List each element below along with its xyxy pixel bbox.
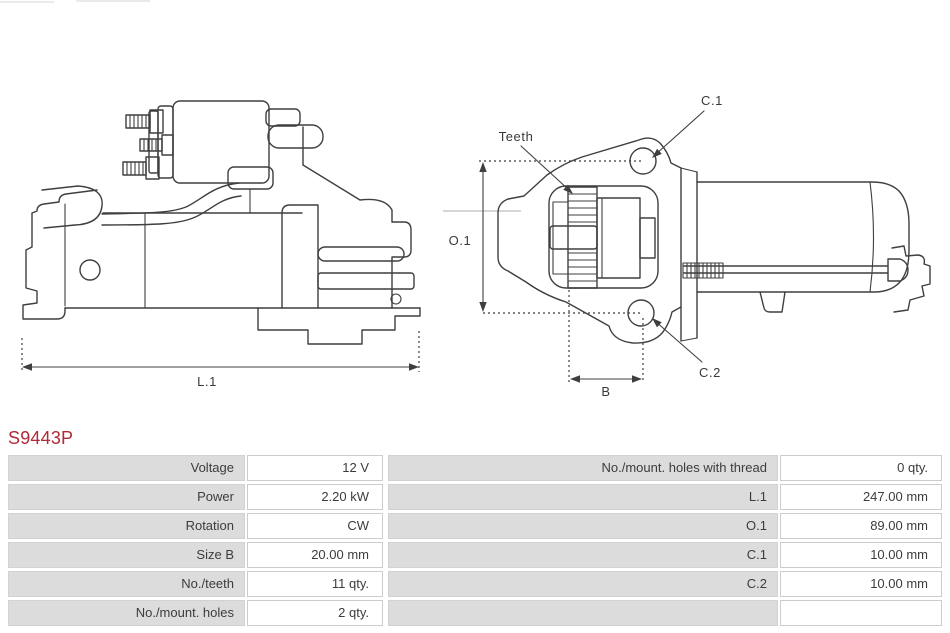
- spec-label-cell: Power: [8, 484, 245, 510]
- spec-row: [388, 600, 942, 626]
- callout-label-teeth: Teeth: [498, 129, 534, 144]
- spec-table-left: [8, 455, 383, 629]
- spec-row: [388, 513, 942, 539]
- spec-value-cell: 10.00 mm: [780, 542, 942, 568]
- front-bracket: [23, 186, 420, 319]
- spec-row: [388, 455, 942, 481]
- spec-value-cell: 11 qty.: [247, 571, 383, 597]
- spec-value-cell: 89.00 mm: [780, 513, 942, 539]
- solenoid: [149, 101, 273, 213]
- spec-label-cell: C.1: [388, 542, 778, 568]
- spec-row: [388, 484, 942, 510]
- dim-label-l1: L.1: [197, 374, 217, 389]
- spec-value-cell: CW: [247, 513, 383, 539]
- screen-edge-artifact: [0, 1, 54, 3]
- spec-row: [8, 455, 383, 481]
- spec-row: [8, 571, 383, 597]
- spec-value-cell: 10.00 mm: [780, 571, 942, 597]
- spec-value-cell: 247.00 mm: [780, 484, 942, 510]
- part-number: S9443P: [8, 428, 74, 448]
- dim-label-o1: O.1: [448, 233, 472, 248]
- spec-row: [8, 484, 383, 510]
- spec-label-cell: Size B: [8, 542, 245, 568]
- dimension-b: [569, 290, 643, 399]
- callout-c1: [652, 93, 723, 158]
- callout-label-c2: C.2: [698, 365, 722, 380]
- dimension-o1: [449, 161, 643, 313]
- motor-body: [683, 182, 930, 312]
- callout-c2: [652, 318, 721, 380]
- dimension-l1: [22, 331, 419, 389]
- starter-side-view-drawing: [0, 85, 465, 397]
- starter-drive-end-drawing: [440, 85, 950, 400]
- mount-hole-c2: [628, 300, 654, 326]
- spec-label-cell: No./mount. holes with thread: [388, 455, 778, 481]
- terminal-studs: [123, 110, 173, 179]
- dim-label-b: B: [601, 384, 611, 399]
- spec-value-cell: 20.00 mm: [247, 542, 383, 568]
- spec-label-cell: No./mount. holes: [8, 600, 245, 626]
- spec-label-cell: C.2: [388, 571, 778, 597]
- spec-label-cell: O.1: [388, 513, 778, 539]
- mount-hole-c1: [630, 148, 656, 174]
- spec-label-cell: L.1: [388, 484, 778, 510]
- spec-value-cell: 2 qty.: [247, 600, 383, 626]
- rear-bracket: [258, 109, 420, 344]
- spec-row: [8, 600, 383, 626]
- spec-value-cell: 2.20 kW: [247, 484, 383, 510]
- spec-label-cell: No./teeth: [8, 571, 245, 597]
- spec-row: [8, 513, 383, 539]
- callout-label-c1: C.1: [700, 93, 724, 108]
- spec-row: [8, 542, 383, 568]
- spec-value-cell: 12 V: [247, 455, 383, 481]
- field-cable-strap: [102, 183, 241, 225]
- spec-label-cell: [388, 600, 778, 626]
- spec-value-cell: [780, 600, 942, 626]
- pinion-gear: [550, 187, 655, 288]
- spec-label-cell: Rotation: [8, 513, 245, 539]
- spec-value-cell: 0 qty.: [780, 455, 942, 481]
- screen-edge-artifact: [76, 0, 150, 2]
- spec-row: [388, 571, 942, 597]
- spec-label-cell: Voltage: [8, 455, 245, 481]
- spec-row: [388, 542, 942, 568]
- spec-table-right: [388, 455, 942, 629]
